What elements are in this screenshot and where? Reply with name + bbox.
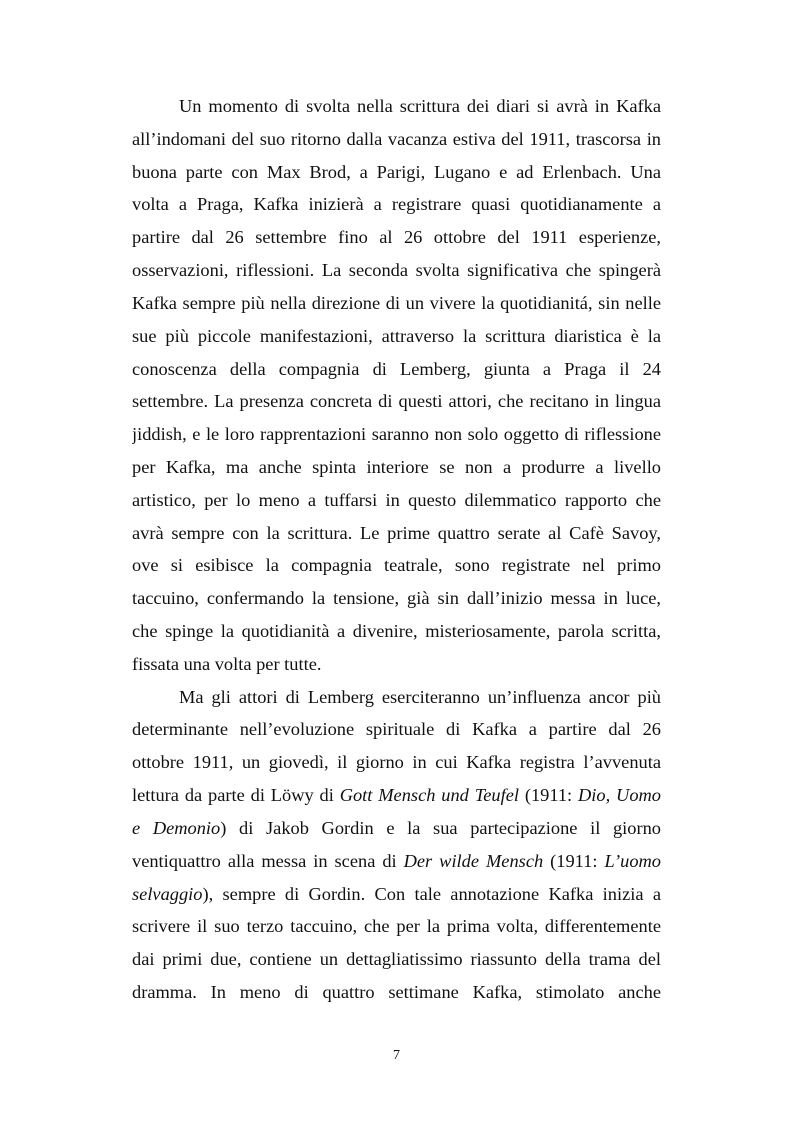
text-line: all’indomani del suo ritorno dalla vacanza estiva del 1911, trascorsa in: [132, 128, 661, 149]
text-line: scrivere il suo terzo taccuino, che per la prima volta, differentemente: [132, 916, 661, 937]
text-line: e Demonio) di Jakob Gordin e la sua partecipazione il giorno: [132, 817, 661, 838]
text-line: conoscenza della compagnia di Lemberg, giunta a Praga il 24: [132, 358, 661, 379]
italic-title: selvaggio: [132, 883, 203, 904]
text-line: taccuino, confermando la tensione, già sin dall’inizio messa in luce,: [132, 588, 661, 609]
text-line: settembre. La presenza concreta di questi attori, che recitano in lingua: [132, 391, 661, 412]
text-line: partire dal 26 settembre fino al 26 ottobre del 1911 esperienze,: [132, 227, 661, 248]
text-line: jiddish, e le loro rapprentazioni saranno non solo oggetto di riflessione: [132, 424, 661, 445]
page-number: 7: [393, 1048, 400, 1063]
text-line: Un momento di svolta nella scrittura dei diari si avrà in Kafka: [179, 96, 661, 116]
text-line: avrà sempre con la scrittura. Le prime quattro serate al Cafè Savoy,: [132, 522, 661, 543]
italic-title: Dio, Uomo: [578, 785, 661, 806]
italic-title: Der wilde Mensch: [403, 850, 544, 871]
text-line: ove si esibisce la compagnia teatrale, sono registrate nel primo: [132, 555, 661, 576]
italic-title: e Demonio: [132, 817, 221, 838]
text-line: selvaggio), sempre di Gordin. Con tale annotazione Kafka inizia a: [132, 883, 661, 904]
text-line: per Kafka, ma anche spinta interiore se non a produrre a livello: [132, 456, 661, 477]
text-line: ventiquattro alla messa in scena di Der wilde Mensch (1911: L’uomo: [132, 850, 661, 871]
text-line: buona parte con Max Brod, a Parigi, Lugano e ad Erlenbach. Una: [132, 161, 661, 182]
italic-title: Gott Mensch und Teufel: [339, 785, 519, 806]
text-line: dramma. In meno di quattro settimane Kafka, stimolato anche: [132, 981, 661, 1002]
text-line: sue più piccole manifestazioni, attraverso la scrittura diaristica è la: [132, 325, 661, 346]
text-line: lettura da parte di Löwy di Gott Mensch und Teufel (1911: Dio, Uomo: [132, 785, 661, 806]
text-body: [132, 90, 661, 1009]
text-line: Kafka sempre più nella direzione di un vivere la quotidianitá, sin nelle: [132, 292, 661, 313]
text-line: volta a Praga, Kafka inizierà a registrare quasi quotidianamente a: [132, 194, 661, 215]
text-line: osservazioni, riflessioni. La seconda svolta significativa che spingerà: [132, 260, 661, 281]
text-line: che spinge la quotidianità a divenire, misteriosamente, parola scritta,: [132, 621, 661, 641]
text-line: determinante nell’evoluzione spirituale di Kafka a partire dal 26: [132, 719, 661, 740]
text-line: Ma gli attori di Lemberg eserciteranno un’influenza ancor più: [179, 686, 661, 707]
text-line: ottobre 1911, un giovedì, il giorno in cui Kafka registra l’avvenuta: [132, 752, 661, 773]
text-line: fissata una volta per tutte.: [132, 653, 322, 674]
text-line: artistico, per lo meno a tuffarsi in questo dilemmatico rapporto che: [132, 489, 661, 510]
text-line: dai primi due, contiene un dettagliatissimo riassunto della trama del: [132, 949, 661, 970]
italic-title: L’uomo: [604, 850, 661, 871]
